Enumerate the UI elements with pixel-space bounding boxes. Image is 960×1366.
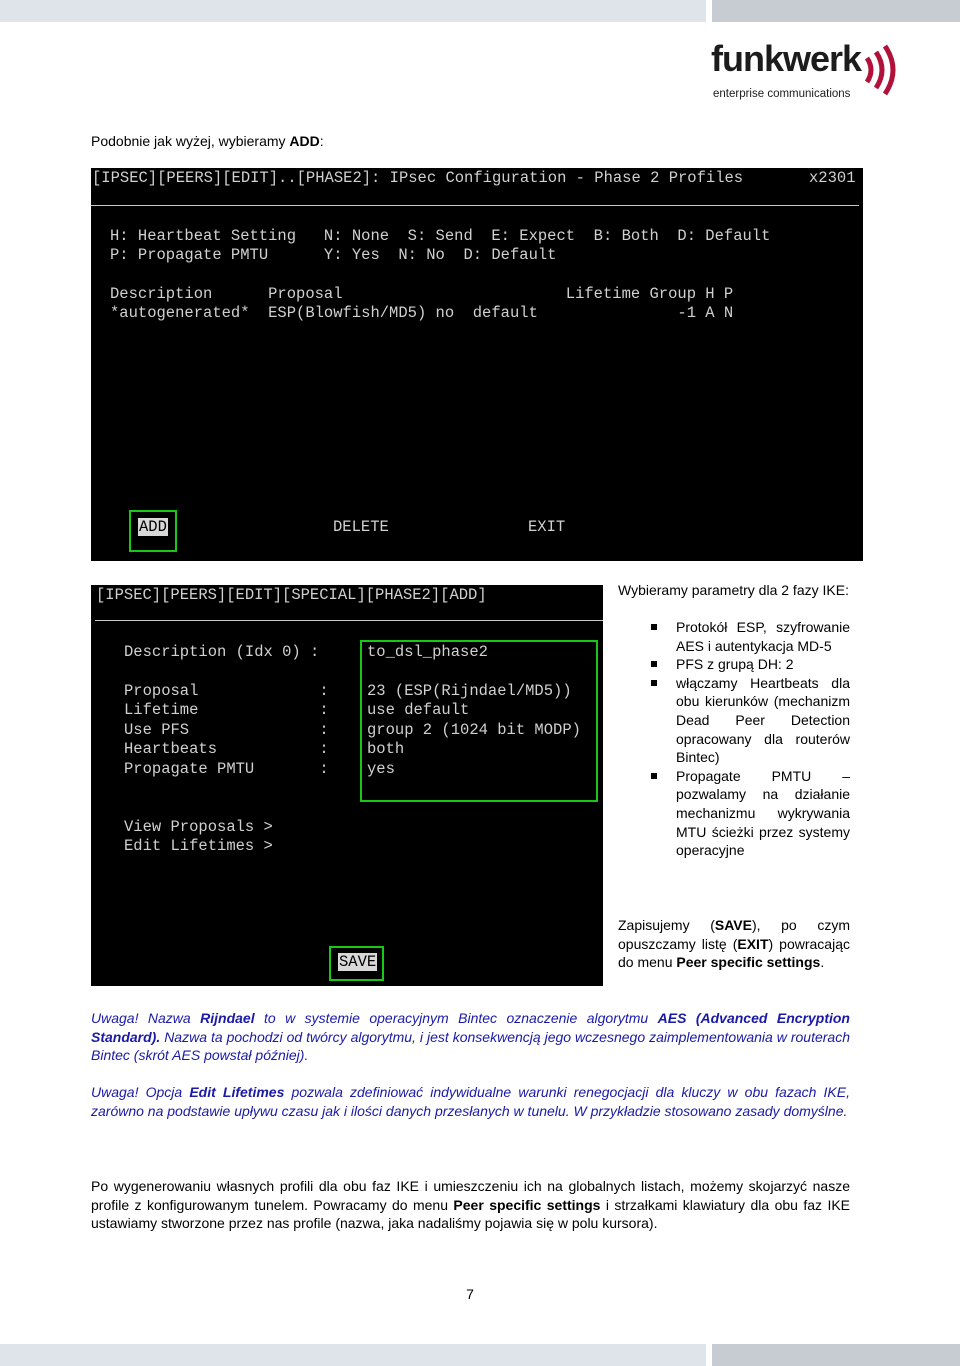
label-lifetime: Lifetime : xyxy=(124,701,329,719)
note1-text-2: to w systemie operacyjnym Bintec oznaczenie algorytmu xyxy=(254,1010,658,1026)
closing-paragraph xyxy=(91,1177,850,1233)
screen1-rule xyxy=(91,205,859,206)
screen2-rule xyxy=(95,620,603,621)
save-button[interactable] xyxy=(338,953,377,971)
logo-wordmark: funkwerk xyxy=(711,38,862,79)
field-description[interactable]: to_dsl_phase2 xyxy=(367,643,488,661)
intro-end: : xyxy=(319,133,324,149)
terminal-screen-phase2-add xyxy=(91,585,603,986)
save-paragraph xyxy=(618,916,850,972)
footer-bar-left xyxy=(0,1344,706,1366)
note2-text-1: Uwaga! Opcja xyxy=(91,1084,190,1100)
closing-text-2: i strzałkami klawiatury dla obu faz IKE ustawiamy stworzone przez nas profile (nazwa, jaka nadaliśmy pojawia się w polu kursora). xyxy=(91,1196,851,1232)
screen1-host: x2301 xyxy=(809,169,856,187)
funkwerk-logo xyxy=(711,38,911,104)
add-button[interactable] xyxy=(138,518,168,536)
note2-bold-1: Edit Lifetimes xyxy=(189,1084,285,1100)
save-button-label: SAVE xyxy=(339,953,377,971)
label-proposal: Proposal : xyxy=(124,682,329,700)
screen2-title: [IPSEC][PEERS][EDIT][SPECIAL][PHASE2][ADD] xyxy=(96,586,487,604)
intro-bold: ADD xyxy=(289,133,320,149)
label-heartbeats: Heartbeats : xyxy=(124,740,329,758)
header-bar-left xyxy=(0,0,706,22)
label-description: Description (Idx 0) : xyxy=(124,643,320,661)
edit-lifetimes-link[interactable]: Edit Lifetimes > xyxy=(124,837,273,855)
field-lifetime[interactable]: use default xyxy=(367,701,470,719)
save-bold-2: EXIT xyxy=(737,935,769,952)
screen1-table-row[interactable]: *autogenerated* ESP(Blowfish/MD5) no default -1 A N xyxy=(110,304,734,322)
intro-paragraph xyxy=(91,132,324,151)
label-use-pfs: Use PFS : xyxy=(124,721,329,739)
field-proposal[interactable]: 23 (ESP(Rijndael/MD5)) xyxy=(367,682,572,700)
screen1-title: [IPSEC][PEERS][EDIT]..[PHASE2]: IPsec Configuration - Phase 2 Profiles xyxy=(92,169,744,187)
view-proposals-link[interactable]: View Proposals > xyxy=(124,818,273,836)
note-rijndael xyxy=(91,1009,850,1065)
save-bold-3: Peer specific settings xyxy=(676,954,821,971)
field-propagate-pmtu[interactable]: yes xyxy=(367,760,395,778)
field-use-pfs[interactable]: group 2 (1024 bit MODP) xyxy=(367,721,581,739)
list-item: włączamy Heartbeats dla obu kierunków (mechanizm Dead Peer Detection opracowany dla routerów Bintec) xyxy=(648,674,850,767)
parameter-list xyxy=(648,618,850,860)
header-bar-right xyxy=(712,0,960,22)
screen1-table-header: Description Proposal Lifetime Group H P xyxy=(110,285,734,303)
list-item: PFS z grupą DH: 2 xyxy=(648,655,850,674)
note-edit-lifetimes xyxy=(91,1083,850,1120)
save-text-1: Zapisujemy ( xyxy=(618,917,715,933)
save-text-3: ) powracając do menu xyxy=(618,935,850,971)
list-item: Propagate PMTU – pozwalamy na działanie mechanizmu wykrywania MTU ścieżki przez systemy operacyjne xyxy=(648,767,850,860)
note1-bold-2: AES (Advanced Encryption Standard). xyxy=(91,1010,850,1045)
delete-button[interactable]: DELETE xyxy=(333,518,389,536)
footer-bar-right xyxy=(712,1344,960,1366)
closing-text-1: Po wygenerowaniu własnych profili dla obu faz IKE i umieszczeniu ich na globalnych listach, możemy skojarzyć nasze profile z konfigurowanym tunelem. Powracamy do menu xyxy=(91,1178,850,1213)
closing-bold-1: Peer specific settings xyxy=(453,1196,601,1213)
screen1-legend-1: H: Heartbeat Setting N: None S: Send E: Expect B: Both D: Default xyxy=(110,227,771,245)
logo-tagline: enterprise communications xyxy=(713,88,851,100)
terminal-screen-phase2-profiles xyxy=(91,168,863,561)
save-text-4: . xyxy=(820,954,825,971)
note1-text-1: Uwaga! Nazwa xyxy=(91,1010,201,1026)
signal-arcs-icon xyxy=(863,44,903,100)
label-propagate-pmtu: Propagate PMTU : xyxy=(124,760,329,778)
save-bold-1: SAVE xyxy=(714,917,752,933)
save-text-2: ), po czym opuszczamy listę ( xyxy=(618,917,850,952)
screen1-legend-2: P: Propagate PMTU Y: Yes N: No D: Default xyxy=(110,246,557,264)
side-heading: Wybieramy parametry dla 2 fazy IKE: xyxy=(618,582,849,598)
page-number: 7 xyxy=(466,1286,474,1302)
add-button-label: ADD xyxy=(139,518,167,536)
note1-bold-1: Rijndael xyxy=(200,1010,255,1026)
note1-text-3: Nazwa ta pochodzi od twórcy algorytmu, i jest konsekwencją jego wczesnego zaimplementowania w routerach Bintec (skrót AES powstał później). xyxy=(91,1028,850,1064)
field-heartbeats[interactable]: both xyxy=(367,740,405,758)
list-item: Protokół ESP, szyfrowanie AES i autentykacja MD-5 xyxy=(648,618,850,655)
exit-button[interactable]: EXIT xyxy=(528,518,566,536)
note2-text-2: pozwala zdefiniować indywidualne warunki renegocjacji dla kluczy w obu fazach IKE, zarówno na podstawie upływu czasu jak i ilości danych przesłanych w tunelu. W przykładzie stosowano zasady domyślne. xyxy=(91,1084,850,1119)
intro-text: Podobnie jak wyżej, wybieramy xyxy=(91,133,290,149)
